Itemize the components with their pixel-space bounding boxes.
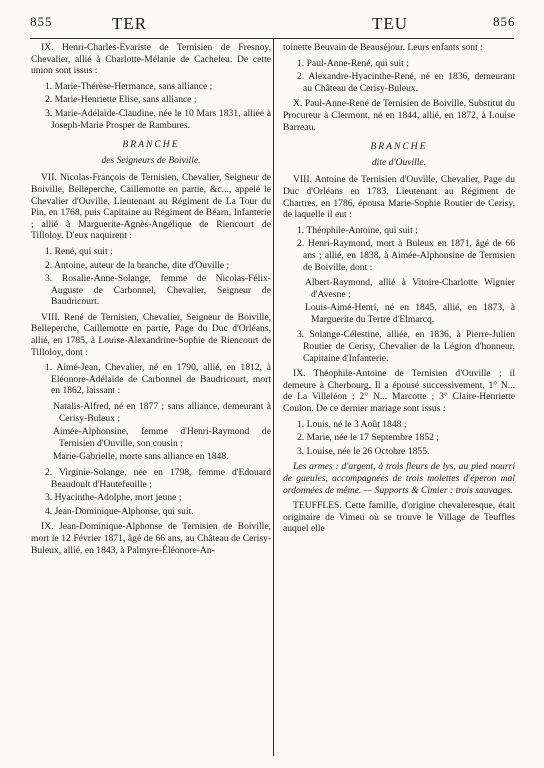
paragraph: VIII. Antoine de Ternisien d'Ouville, Chevalier, Page du Duc d'Orléans en 1783, Lieutenant au Régiment de Chartres, en 1786, épousa Marie-Sophie Routier de Cerisy, de laquelle il eut : bbox=[283, 174, 515, 221]
page-number-left: 855 bbox=[30, 14, 53, 29]
list-item: Louis-Aimé-Henri, né en 1845, allié, en 1873, à Marguerite du Tertre d'Elmarcq. bbox=[305, 302, 515, 325]
children-list bbox=[31, 81, 271, 131]
list-item: 1. Louis, né le 3 Août 1848 ; bbox=[297, 418, 407, 430]
children-list bbox=[31, 362, 271, 397]
list-item: Albert-Raymond, allié à Vitoire-Charlotte Wignier d'Avesne ; bbox=[305, 277, 515, 300]
list-item: Marie-Gabrielle, morte sans alliance en 1848. bbox=[53, 451, 229, 463]
list-item: 3. Solange-Célestine, alliée, en 1836, à Pierre-Julien Routier de Cerisy, Chevalier de la Légion d'honneur, Capitaine d'Infanterie. bbox=[297, 329, 515, 364]
branch-title: BRANCHE bbox=[122, 139, 180, 151]
branch-subtitle: dite d'Ouville. bbox=[371, 156, 427, 168]
running-head-left: TER bbox=[112, 14, 148, 33]
list-item: 1. Paul-Anne-René, qui suit ; bbox=[297, 57, 409, 69]
paragraph: TEUFFLES. Cette famille, d'origine chevaleresque, était originaire de Vimeu où se trouve le Village de Teuffles auquel elle bbox=[283, 500, 515, 535]
list-item: Natalis-Alfred, né en 1877 ; sans alliance, demeurant à Cerisy-Buleux ; bbox=[53, 401, 271, 424]
grandchildren-list bbox=[283, 277, 515, 325]
branch-title: BRANCHE bbox=[370, 141, 428, 153]
list-item: Aimée-Alphonsine, femme d'Henri-Raymond de Ternisien d'Ouville, son cousin ; bbox=[53, 426, 271, 449]
paragraph: toinette Beuvain de Beauséjour. Leurs enfants sont : bbox=[283, 42, 483, 53]
page-number-right: 856 bbox=[493, 14, 516, 29]
children-list bbox=[31, 467, 271, 517]
list-item: 2. Henri-Raymond, mort à Buleux en 1871, âgé de 66 ans ; allié, en 1838, à Aimée-Alphonsine de Ternisien de Boiville, dont : bbox=[297, 238, 515, 273]
left-column bbox=[31, 42, 271, 560]
list-item: 1. Aimé-Jean, Chevalier, né en 1790, allié, en 1812, à Eléonore-Adélaïde de Carbonnel de Baudricourt, mort en 1862, laissant : bbox=[45, 362, 271, 397]
children-list bbox=[31, 246, 271, 308]
paragraph: IX. Henri-Charles-Evariste de Ternisien de Fresnoy, Chevalier, allié à Charlotte-Mélanie de Cacheleu. De cette union sont issus : bbox=[31, 42, 271, 77]
header-rule bbox=[30, 38, 514, 39]
right-column bbox=[283, 42, 515, 539]
running-head-right: TEU bbox=[372, 14, 409, 33]
list-item: 3. Louise, née le 26 Octobre 1855. bbox=[297, 445, 430, 457]
list-item: 2. Alexandre-Hyacinthe-René, né en 1836, demeurant au Château de Cerisy-Buleux. bbox=[297, 71, 515, 94]
children-list bbox=[283, 419, 515, 458]
list-item: 3. Rosalie-Anne-Solange, femme de Nicolas-Félix-Auguste de Carbonnel, Chevalier, Seigneur de Baudricourt. bbox=[45, 273, 271, 308]
arms-paragraph: Les armes : d'argent, à trois fleurs de lys, au pied nourri de gueules, accompagnées de trois molettes d'éperon mal ordonnées de même. — Supports & Cimier : trois sauvages. bbox=[283, 461, 515, 496]
list-item: 3. Hyacinthe-Adolphe, mort jeune ; bbox=[45, 492, 182, 504]
list-item: 2. Marie, née le 17 Septembre 1852 ; bbox=[297, 432, 439, 444]
children-list bbox=[283, 58, 515, 95]
branch-subtitle: des Seigneurs de Boiville. bbox=[101, 154, 201, 166]
column-divider bbox=[273, 39, 274, 756]
list-item: 1. Théophile-Antoine, qui suit ; bbox=[297, 224, 418, 236]
paragraph: VIII. René de Ternisien, Chevalier, Seigneur de Boiville, Belleperche, Caillemotte en partie, Page du Duc d'Orléans, allié, en 1785, à Louise-Alexandrine-Sophie de Riencourt de Tilloloy, dont : bbox=[31, 311, 271, 358]
list-item: 2. Antoine, auteur de la branche, dite d'Ouville ; bbox=[45, 259, 230, 271]
list-item: 2. Marie-Henriette Elise, sans alliance ; bbox=[45, 94, 197, 106]
paragraph: VII. Nicolas-François de Ternisien, Chevalier, Seigneur de Boiville, Belleperche, Caillemotte en partie, &c..., appelé le Chevalier d'Ouville, Lieutenant au Régiment de La Tour du Pin, en 1768, puis Capitaine au Régiment de Béarn, Infanterie ; allié à Marguerite-Agnès-Angélique de Riencourt de Tilloloy. D'eux naquirent : bbox=[31, 172, 271, 242]
children-list bbox=[283, 329, 515, 364]
list-item: 1. René, qui suit ; bbox=[45, 245, 113, 257]
list-item: 3. Marie-Adélaïde-Claudine, née le 10 Mars 1831, alliée à Joseph-Marie Prosper de Rambures. bbox=[45, 107, 271, 131]
children-list bbox=[283, 225, 515, 273]
paragraph: IX. Jean-Dominique-Alphonse de Ternisien de Boiville, mort le 12 Février 1871, âgé de 66 ans, au Château de Cerisy-Buleux, allié, en 1843, à Palmyre-Éléonore-An- bbox=[31, 521, 271, 556]
paragraph: IX. Théophile-Antoine de Ternisien d'Ouville ; il demeure à Cherbourg. Il a épousé successivement, 1° N... de La Villeléon ; 2° N... Marcotte ; 3° Claire-Henriette Coulon. De ce dernier mariage sont issus : bbox=[283, 368, 515, 415]
list-item: 1. Marie-Thérèse-Hermance, sans alliance ; bbox=[45, 80, 213, 92]
list-item: 2. Virginie-Solange, née en 1798, femme d'Edouard Beaudoult d'Hautefeuille ; bbox=[45, 467, 271, 490]
list-item: 4. Jean-Dominique-Alphonse, qui suit. bbox=[45, 505, 194, 517]
paragraph: X. Paul-Anne-René de Ternisien de Boiville, Substitut du Procureur à Clermont, né en 1844, allié, en 1872, à Louise Barreau. bbox=[283, 98, 515, 133]
grandchildren-list bbox=[31, 401, 271, 463]
